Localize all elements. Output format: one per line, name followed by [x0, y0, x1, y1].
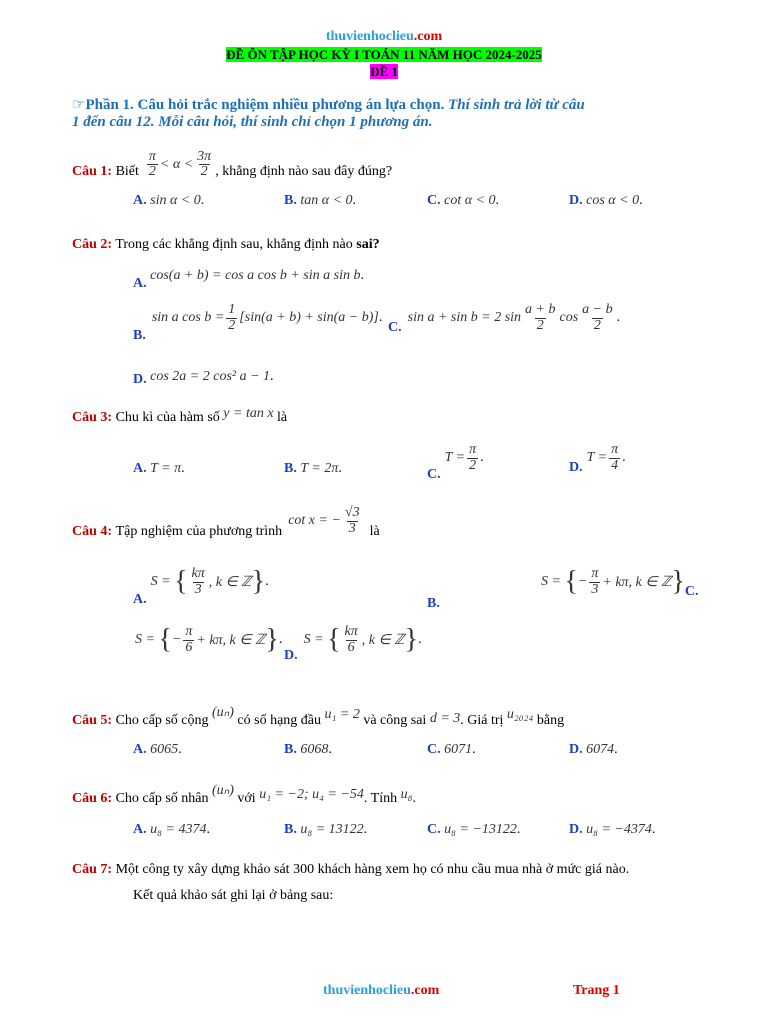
q4-option-d[interactable]: D. S = { $\frac{k\pi}{6}$ , k ∈ ℤ } .	[284, 623, 422, 663]
doc-subtitle-row	[0, 64, 768, 80]
q2-option-d[interactable]: D. cos 2a = 2 cos² a − 1.	[133, 369, 274, 387]
q2-option-a[interactable]: A. cos(a + b) = cos a cos b + sin a sin b.	[133, 268, 364, 291]
q4-equation: cot x = − $\frac{√3}{3}$	[288, 505, 360, 536]
q2-stem: Câu 2: Trong các khẳng định sau, khẳng định nào sai?	[72, 237, 380, 252]
q5-option-b[interactable]: B. 6068.	[284, 742, 332, 757]
q1-option-a[interactable]: A. sin α < 0.	[133, 193, 205, 208]
part1-heading: ☞Phần 1. Câu hỏi trắc nghiệm nhiều phương án lựa chọn. Thí sinh trả lời từ câu	[72, 97, 585, 113]
page-number: Trang 1	[573, 983, 620, 998]
site-name: thuvienhoclieu	[325, 29, 414, 44]
doc-title-row	[0, 47, 768, 63]
q1-stem: Câu 1: Biết $\frac{\pi}{2}$ < α < $\frac{3\pi}{2}$ , khẳng định nào sau đây đúng?	[72, 148, 393, 180]
q7-stem-line2: Kết quả khảo sát ghi lại ở bảng sau:	[133, 888, 334, 903]
q6-option-d[interactable]: D. u₈ = −4374.	[569, 822, 656, 837]
q6-option-b[interactable]: B. u₈ = 13122.	[284, 822, 368, 837]
q5-stem: Câu 5: Cho cấp số cộng (uₙ) có số hạng đầu u₁ = 2 và công sai d = 3. Giá trị u₂₀₂₄ bằng	[72, 705, 565, 728]
site-header: thuvienhoclieu.com	[325, 29, 443, 44]
q2-option-b[interactable]: B. sin a cos b = $\frac{1}{2}$ [sin(a + b) + sin(a − b)] .	[133, 302, 383, 344]
q5-option-a[interactable]: A. 6065.	[133, 742, 182, 757]
part1-instruction: 1 đến câu 12. Mỗi câu hỏi, thí sinh chỉ chọn 1 phương án.	[72, 114, 433, 130]
q4-option-c[interactable]: S = { − $\frac{\pi}{6}$ + kπ, k ∈ ℤ } .	[135, 623, 283, 655]
q1-option-b[interactable]: B. tan α < 0.	[284, 193, 357, 208]
q4-stem: Câu 4: Tập nghiệm của phương trình cot x = − $\frac{√3}{3}$ là	[72, 505, 380, 540]
q3-stem: Câu 3: Chu kì của hàm số y = tan x là	[72, 406, 288, 425]
doc-subtitle: ĐỀ 1	[370, 64, 398, 79]
q4-option-b[interactable]: S = { − $\frac{\pi}{3}$ + kπ, k ∈ ℤ } C.	[541, 565, 699, 599]
q3-option-d[interactable]: D. T = $\frac{\pi}{4}$ .	[569, 442, 626, 476]
q3-option-b[interactable]: B. T = 2π.	[284, 461, 342, 476]
q5-option-d[interactable]: D. 6074.	[569, 742, 618, 757]
q4-option-a[interactable]: A. S = { $\frac{k\pi}{3}$ , k ∈ ℤ } .	[133, 565, 269, 607]
q1-option-c[interactable]: C. cot α < 0.	[427, 193, 500, 208]
q1-option-d[interactable]: D. cos α < 0.	[569, 193, 643, 208]
q4-option-b-letter[interactable]: B.	[427, 596, 440, 611]
q3-option-c[interactable]: C. T = $\frac{\pi}{2}$ .	[427, 442, 484, 483]
q6-option-c[interactable]: C. u₈ = −13122.	[427, 822, 521, 837]
q7-stem: Câu 7: Một công ty xây dựng khảo sát 300 khách hàng xem họ có nhu cầu mua nhà ở mức giá nào.	[72, 862, 630, 877]
q2-option-c[interactable]: C. sin a + sin b = 2 sin $\frac{a + b}{2}$ cos $\frac{a - b}{2}$ .	[388, 302, 621, 336]
doc-title: ĐỀ ÔN TẬP HỌC KỲ I TOÁN 11 NĂM HỌC 2024-2025	[226, 47, 542, 62]
q5-option-c[interactable]: C. 6071.	[427, 742, 476, 757]
q6-stem: Câu 6: Cho cấp số nhân (uₙ) với u₁ = −2; u₄ = −54. Tính u₈.	[72, 783, 416, 806]
q1-condition: $\frac{\pi}{2}$ < α < $\frac{3\pi}{2}$	[148, 148, 212, 180]
q3-option-a[interactable]: A. T = π.	[133, 461, 185, 476]
footer-site: thuvienhoclieu.com	[323, 983, 440, 998]
hand-icon: ☞	[72, 97, 86, 113]
q6-option-a[interactable]: A. u₈ = 4374.	[133, 822, 210, 837]
